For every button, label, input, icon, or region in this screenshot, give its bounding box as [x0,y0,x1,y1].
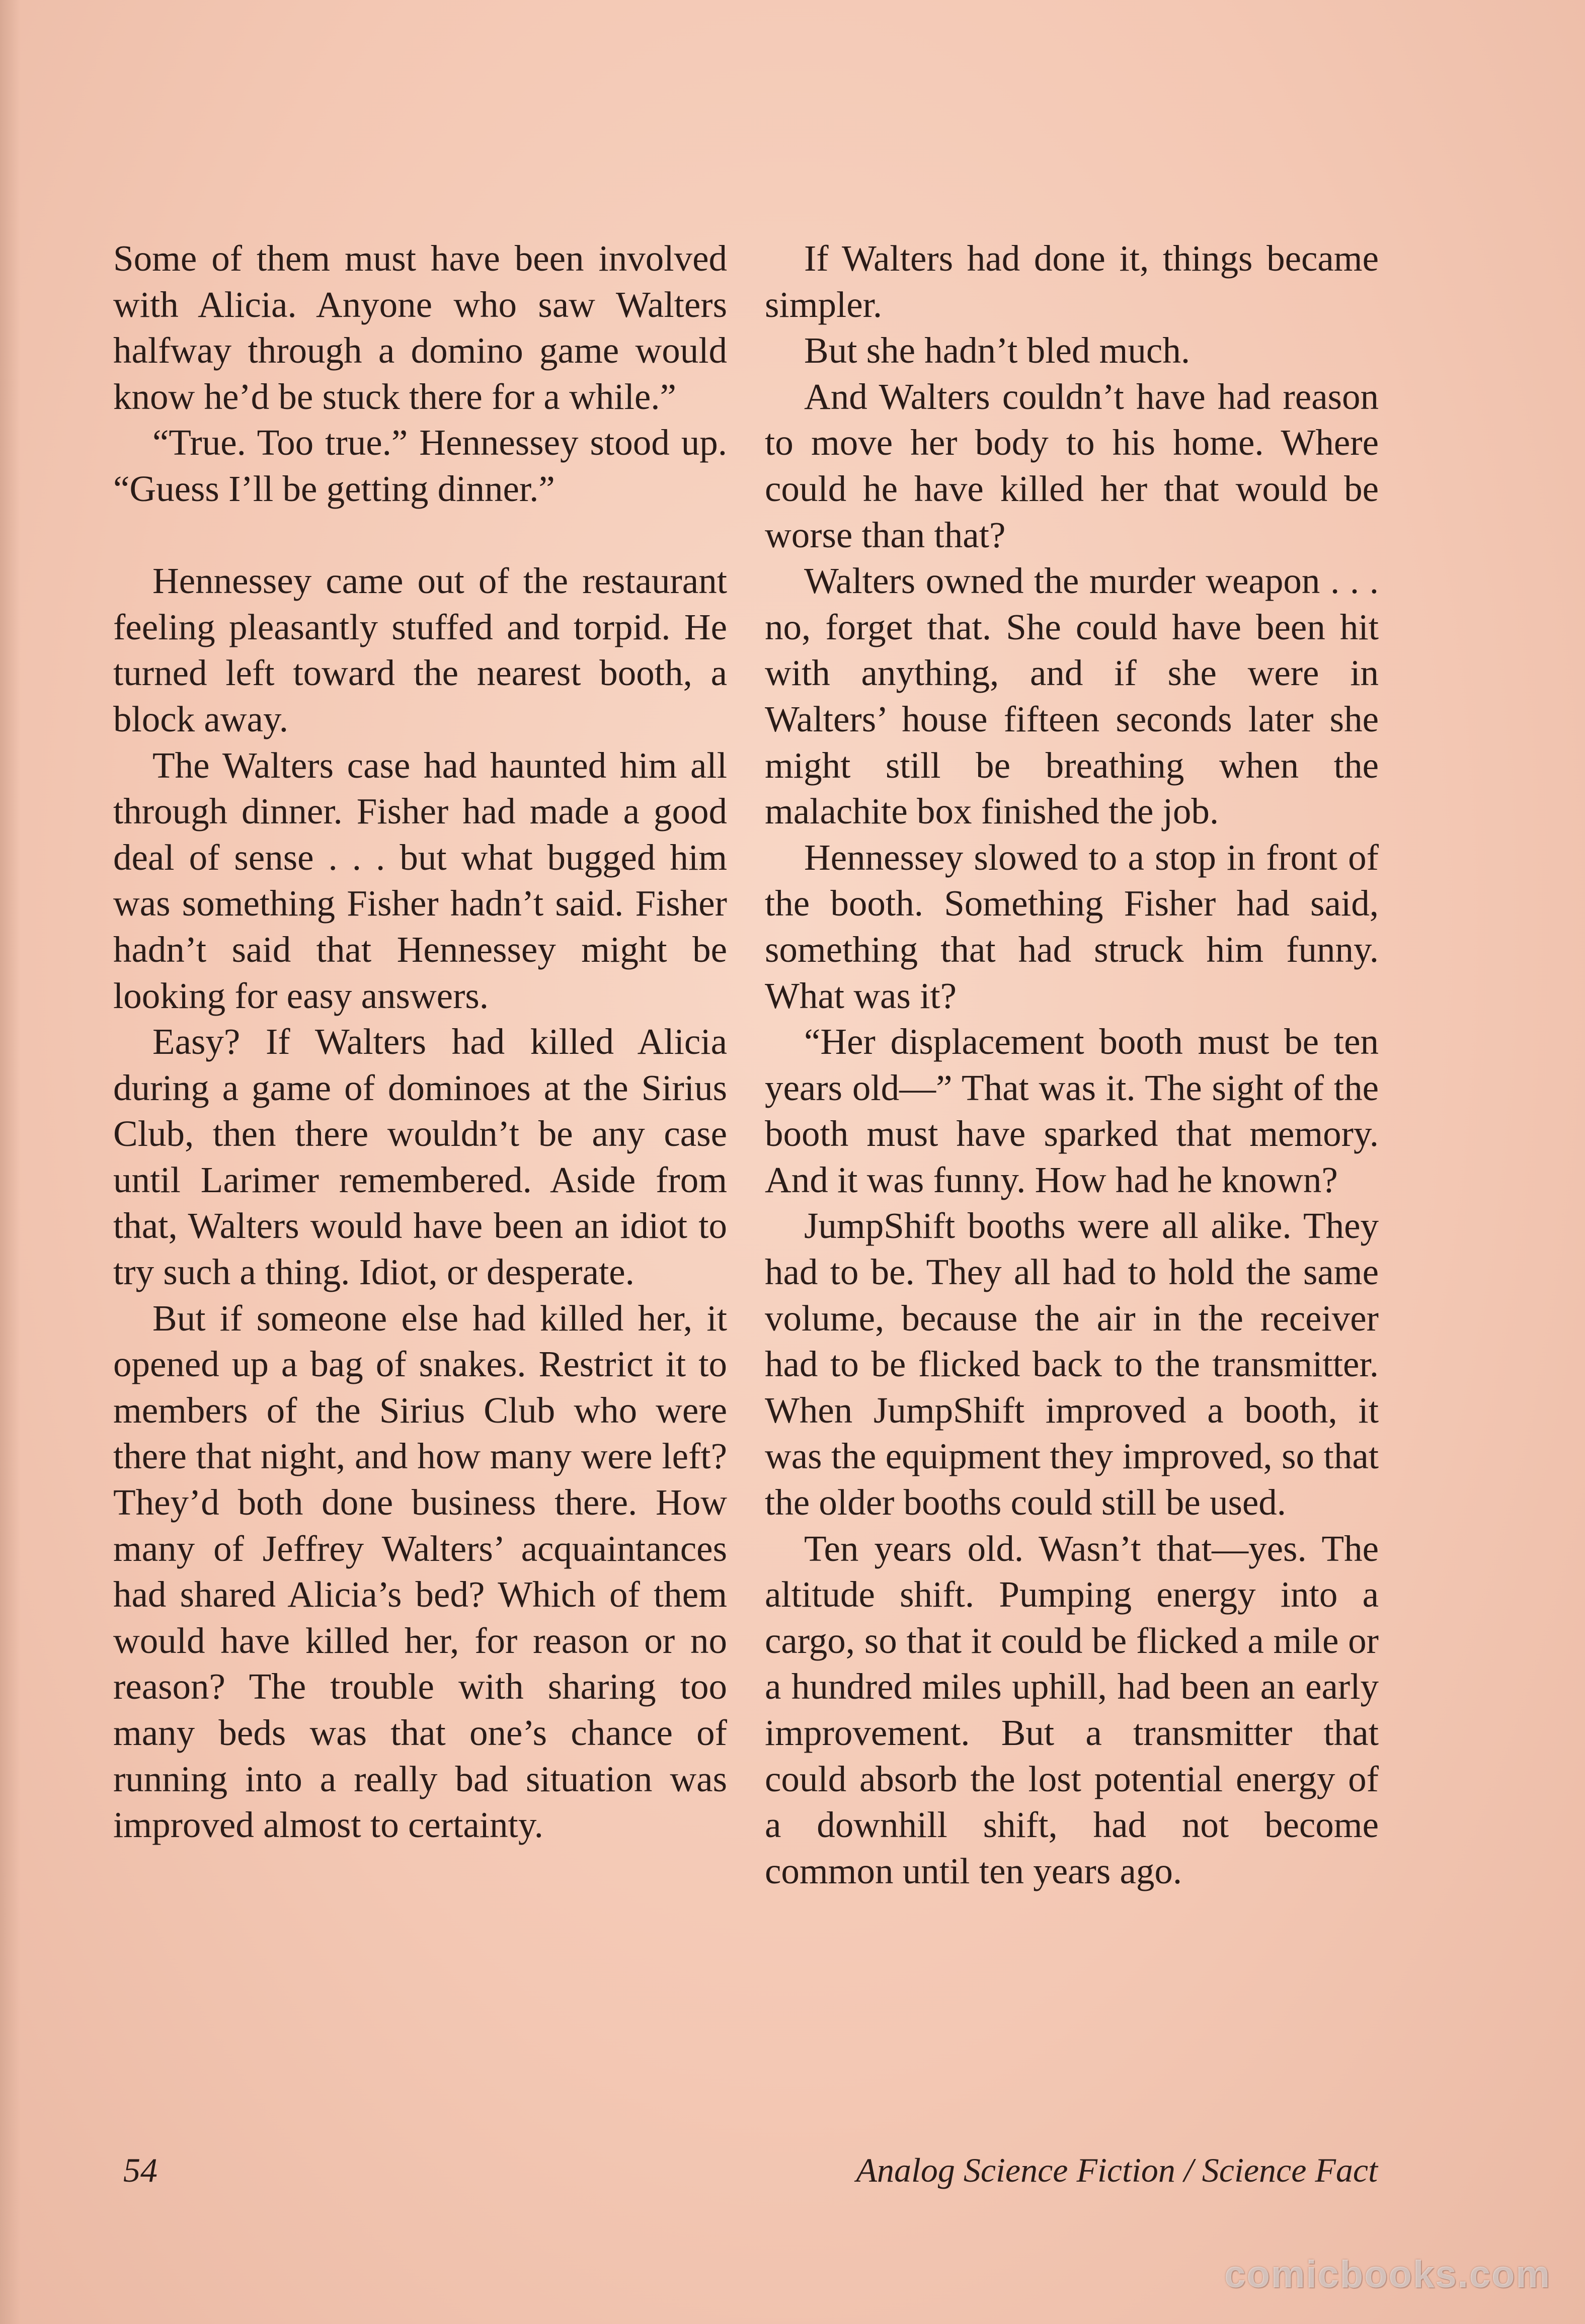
paragraph: Hennessey came out of the restaurant feeling pleasantly stuffed and torpid. He turned left toward the nearest booth, a block away. [113,560,727,739]
paragraph: But she hadn’t bled much. [804,330,1191,371]
right-column [765,235,1379,1894]
paragraph: The Walters case had haunted him all through dinner. Fisher had made a good deal of sense . . . but what bugged him was something Fisher hadn’t said. Fisher hadn’t said that Hennessey might be looking for easy answers. [113,744,727,1016]
paragraph: “Her displacement booth must be ten years old—” That was it. The sight of the booth must have sparked that memory. And it was funny. How had he known? [765,1021,1379,1200]
watermark: comicbooks.com [1224,2253,1551,2296]
paragraph: And Walters couldn’t have had reason to move her body to his home. Where could he have killed her that would be worse than that? [765,376,1379,555]
paragraph: Easy? If Walters had killed Alicia during a game of dominoes at the Sirius Club, then there wouldn’t be any case until Larimer remembered. Aside from that, Walters would have been an idiot to try such a thing. Idiot, or desperate. [113,1021,727,1293]
paragraph: “True. Too true.” Hennessey stood up. “Guess I’ll be getting dinner.” [113,422,727,509]
paragraph: But if someone else had killed her, it opened up a bag of snakes. Restrict it to members of the Sirius Club who were there that night, and how many were left? They’d both done business there. How many of Jeffrey Walters’ acquaintances had shared Alicia’s bed? Which of them would have killed her, for reason or no reason? The trouble with sharing too many beds was that one’s chance of running into a really bad situation was improved almost to certainty. [113,1297,727,1846]
paragraph: Walters owned the murder weapon . . . no, forget that. She could have been hit with anything, and if she were in Walters’ house fifteen seconds later she might still be breathing when the malachite box finished the job. [765,560,1379,832]
paragraph: Ten years old. Wasn’t that—yes. The altitude shift. Pumping energy into a cargo, so that it could be flicked a mile or a hundred miles uphill, had been an early improvement. But a transmitter that could absorb the lost potential energy of a downhill shift, had not become common until ten years ago. [765,1528,1379,1891]
paragraph: If Walters had done it, things became simpler. [765,238,1379,325]
page-edge-shadow [0,0,20,2324]
paragraph: Some of them must have been involved with Alicia. Anyone who saw Walters halfway through a domino game would know he’d be stuck there for a while.” [113,238,727,417]
paragraph: Hennessey slowed to a stop in front of the booth. Something Fisher had said, something that had struck him funny. What was it? [765,837,1379,1016]
page-number: 54 [123,2151,157,2189]
running-footer: Analog Science Fiction / Science Fact [856,2151,1378,2189]
left-column [113,235,727,1848]
paragraph: JumpShift booths were all alike. They had to be. They all had to hold the same volume, because the air in the receiver had to be flicked back to the transmitter. When JumpShift improved a booth, it was the equipment they improved, so that the older booths could still be used. [765,1205,1379,1523]
